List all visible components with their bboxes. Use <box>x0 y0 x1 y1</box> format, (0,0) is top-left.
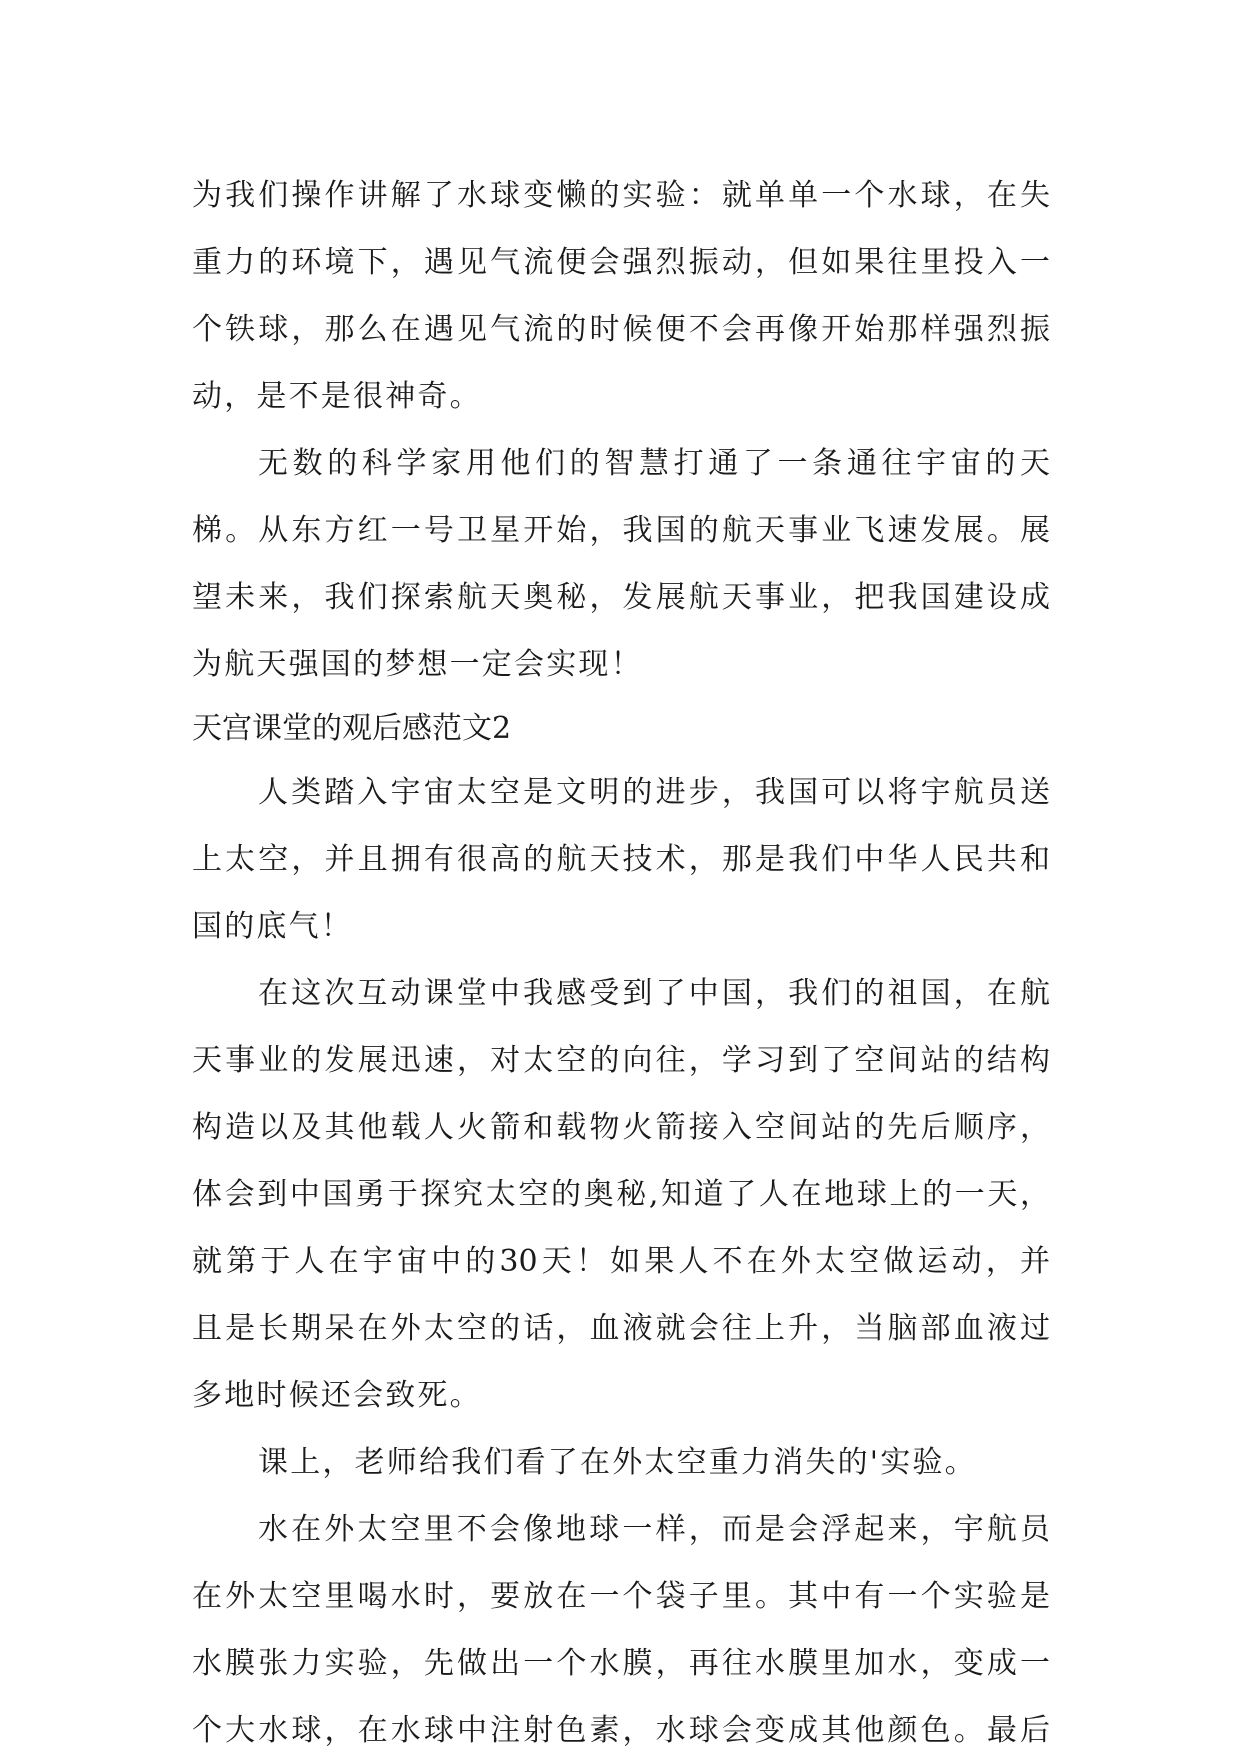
text-line: 动，是不是很神奇。 <box>192 379 482 414</box>
text-line: 体会到中国勇于探究太空的奥秘,知道了人在地球上的一天， <box>192 1177 1050 1212</box>
text-line: 且是长期呆在外太空的话，血液就会往上升，当脑部血液过 <box>192 1311 1050 1346</box>
text-line: 个铁球，那么在遇见气流的时候便不会再像开始那样强烈振 <box>192 312 1050 347</box>
text-line: 课上，老师给我们看了在外太空重力消失的'实验。 <box>258 1445 977 1480</box>
section-heading: 天宫课堂的观后感范文2 <box>192 711 512 746</box>
text-line: 上太空，并且拥有很高的航天技术，那是我们中华人民共和 <box>192 842 1050 877</box>
paragraph-3 <box>192 759 1050 960</box>
text-line: 构造以及其他载人火箭和载物火箭接入空间站的先后顺序， <box>192 1110 1050 1145</box>
text-line: 多地时候还会致死。 <box>192 1378 482 1413</box>
text-line: 重力的环境下，遇见气流便会强烈振动，但如果往里投入一 <box>192 245 1050 280</box>
text-line: 就第于人在宇宙中的30天！如果人不在外太空做运动，并 <box>192 1244 1050 1279</box>
text-line: 为我们操作讲解了水球变懒的实验：就单单一个水球，在失 <box>192 178 1050 213</box>
text-line: 人类踏入宇宙太空是文明的进步，我国可以将宇航员送 <box>258 775 1050 810</box>
document-body <box>192 162 1050 1764</box>
text-line: 在外太空里喝水时，要放在一个袋子里。其中有一个实验是 <box>192 1579 1050 1614</box>
text-line: 为航天强国的梦想一定会实现！ <box>192 647 643 682</box>
text-line: 水膜张力实验，先做出一个水膜，再往水膜里加水，变成一 <box>192 1646 1050 1681</box>
paragraph-6 <box>192 1496 1050 1764</box>
paragraph-2 <box>192 430 1050 698</box>
paragraph-1 <box>192 162 1050 430</box>
text-line: 天事业的发展迅速，对太空的向往，学习到了空间站的结构 <box>192 1043 1050 1078</box>
text-line: 个大水球，在水球中注射色素，水球会变成其他颜色。最后 <box>192 1713 1050 1748</box>
text-line: 国的底气！ <box>192 909 353 944</box>
text-line: 在这次互动课堂中我感受到了中国，我们的祖国，在航 <box>258 976 1050 1011</box>
text-line: 水在外太空里不会像地球一样，而是会浮起来，宇航员 <box>258 1512 1050 1547</box>
text-line: 梯。从东方红一号卫星开始，我国的航天事业飞速发展。展 <box>192 513 1050 548</box>
text-line: 无数的科学家用他们的智慧打通了一条通往宇宙的天 <box>258 446 1050 481</box>
paragraph-5 <box>192 1429 1050 1496</box>
text-line: 望未来，我们探索航天奥秘，发展航天事业，把我国建设成 <box>192 580 1050 615</box>
paragraph-4 <box>192 960 1050 1429</box>
